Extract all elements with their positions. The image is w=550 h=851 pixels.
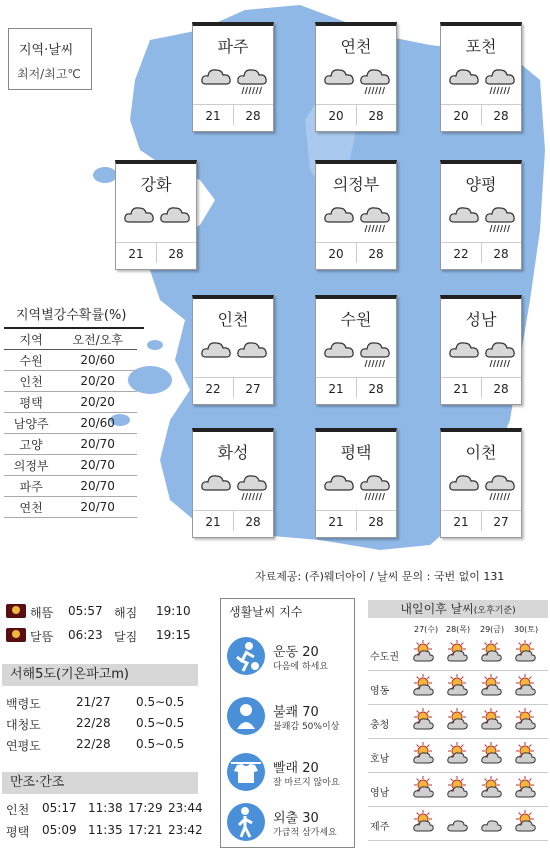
precip-region: 평택	[4, 392, 58, 413]
tide-time: 17:29	[128, 801, 163, 815]
temp-high: 28	[493, 247, 509, 261]
weather-icons	[447, 470, 517, 504]
weather-icons	[322, 64, 392, 98]
temp-low: 20	[328, 109, 344, 123]
weather-icons	[199, 337, 269, 371]
moonrise-time: 06:23	[68, 628, 103, 642]
precip-table	[4, 305, 144, 518]
city-name: 연천	[340, 37, 372, 56]
sun-cloud-icon	[480, 708, 502, 732]
precip-value: 20/70	[58, 455, 137, 476]
city-card	[192, 295, 274, 405]
sun-cloud-icon	[412, 640, 434, 664]
weather-icons	[447, 337, 517, 371]
city-temps	[116, 242, 196, 263]
table-row	[4, 434, 137, 455]
life-item-desc: 불쾌감 50%이상	[273, 722, 340, 732]
sunrise-label: 해뜸	[30, 606, 54, 620]
precip-region: 파주	[4, 476, 58, 497]
sun-cloud-icon	[480, 640, 502, 664]
cloud-icon	[447, 64, 481, 100]
precip-region: 연천	[4, 497, 58, 518]
city-name: 포천	[465, 37, 497, 56]
cloud-icon	[446, 810, 468, 834]
city-card	[440, 295, 522, 405]
sun-cloud-icon	[514, 674, 536, 698]
island-temp: 22/28	[76, 716, 111, 730]
tomorrow-title-text: 내일이후 날씨	[400, 602, 474, 616]
weather-icons	[447, 64, 517, 98]
weather-icons	[122, 202, 192, 236]
sun-cloud-icon	[446, 674, 468, 698]
tide-time: 17:21	[128, 823, 163, 837]
city-temps	[193, 104, 273, 125]
life-index-panel	[220, 598, 355, 848]
sun-cloud-icon	[412, 674, 434, 698]
weather-icons	[322, 337, 392, 371]
precip-value: 20/70	[58, 497, 137, 518]
life-item-label: 빨래 20	[273, 761, 319, 776]
tide-title: 만조·간조	[2, 772, 198, 794]
table-row	[6, 734, 201, 755]
day-label: 29(금)	[480, 625, 505, 634]
sun-cloud-icon	[412, 776, 434, 800]
city-card	[315, 160, 397, 270]
table-row	[4, 455, 137, 476]
table-row	[6, 713, 201, 734]
temp-high: 28	[168, 247, 184, 261]
exercise-icon	[227, 637, 265, 675]
precip-region: 의정부	[4, 455, 58, 476]
temp-low: 21	[453, 382, 469, 396]
rain-cloud-icon	[358, 470, 392, 506]
moonrise-label: 달뜸	[30, 630, 54, 644]
legend-title: 지역·날씨	[19, 43, 74, 58]
city-card	[315, 428, 397, 538]
sunset-time: 19:10	[156, 604, 191, 618]
city-name: 수원	[340, 310, 372, 329]
cloud-icon	[322, 337, 356, 373]
tomorrow-title	[368, 600, 548, 618]
region-name: 수도권	[370, 652, 399, 663]
sunrise-row	[6, 600, 201, 624]
table-row	[6, 798, 206, 820]
city-card	[315, 295, 397, 405]
life-item-label: 불쾌 70	[273, 705, 319, 720]
map-legend	[8, 28, 92, 90]
sun-cloud-icon	[446, 742, 468, 766]
city-name: 인천	[217, 310, 249, 329]
source-credit: 자료제공: (주)웨더아이 / 날씨 문의 : 국번 없이 131	[255, 570, 505, 583]
city-card	[115, 160, 197, 270]
sun-cloud-icon	[514, 640, 536, 664]
city-card	[440, 160, 522, 270]
precip-value: 20/60	[58, 350, 137, 371]
table-row	[4, 392, 137, 413]
cloud-icon	[322, 470, 356, 506]
forecast-row	[368, 636, 548, 671]
sun-cloud-icon	[412, 742, 434, 766]
city-name: 이천	[465, 443, 497, 462]
discomfort-icon	[227, 697, 265, 735]
temp-low: 21	[205, 109, 221, 123]
tomorrow-forecast	[368, 600, 548, 846]
table-row	[6, 692, 201, 713]
rain-cloud-icon	[483, 202, 517, 238]
life-item-desc: 가급적 삼가세요	[273, 828, 337, 838]
region-name: 호남	[370, 754, 390, 765]
city-name: 파주	[217, 37, 249, 56]
forecast-row	[368, 772, 548, 807]
temp-low: 21	[128, 247, 144, 261]
precip-header-value: 오전/오후	[58, 329, 137, 350]
temp-high: 28	[368, 515, 384, 529]
weather-icons	[322, 470, 392, 504]
precip-value: 20/60	[58, 413, 137, 434]
table-row	[4, 413, 137, 434]
sunset-label: 해짐	[114, 606, 138, 620]
temp-low: 20	[328, 247, 344, 261]
cloud-icon	[447, 470, 481, 506]
precip-region: 인천	[4, 371, 58, 392]
city-temps	[316, 104, 396, 125]
temp-high: 28	[493, 109, 509, 123]
moonset-label: 달짐	[114, 630, 138, 644]
weather-icons	[447, 202, 517, 236]
precip-region: 남양주	[4, 413, 58, 434]
city-name: 평택	[340, 443, 372, 462]
weather-icons	[322, 202, 392, 236]
day-label: 30(토)	[514, 625, 539, 634]
day-label: 27(수)	[414, 625, 439, 634]
precip-value: 20/20	[58, 392, 137, 413]
island-name: 대청도	[6, 718, 41, 732]
life-item-laundry	[221, 749, 354, 801]
legend-unit: 최저/최고℃	[17, 67, 81, 81]
city-temps	[193, 510, 273, 531]
weather-icons	[199, 470, 269, 504]
precip-region: 수원	[4, 350, 58, 371]
sun-cloud-icon	[514, 776, 536, 800]
temp-high: 27	[493, 515, 509, 529]
island-temp: 21/27	[76, 695, 111, 709]
rain-cloud-icon	[235, 470, 269, 506]
temp-low: 21	[453, 515, 469, 529]
cloud-icon	[122, 202, 156, 238]
day-label: 28(목)	[446, 625, 471, 634]
tide-time: 23:42	[168, 823, 203, 837]
tide-location: 인천	[6, 803, 30, 817]
temp-low: 20	[453, 109, 469, 123]
sun-cloud-icon	[412, 810, 434, 834]
rain-cloud-icon	[483, 470, 517, 506]
temp-low: 22	[453, 247, 469, 261]
city-name: 양평	[465, 175, 497, 194]
moon-icon	[6, 628, 26, 642]
island-name: 백령도	[6, 697, 41, 711]
cloud-icon	[158, 202, 192, 238]
region-name: 영남	[370, 788, 390, 799]
precip-value: 20/20	[58, 371, 137, 392]
city-card	[315, 22, 397, 132]
sun-cloud-icon	[480, 776, 502, 800]
weather-icons	[199, 64, 269, 98]
city-name: 성남	[465, 310, 497, 329]
precip-value: 20/70	[58, 434, 137, 455]
tide-time: 11:38	[88, 801, 123, 815]
temp-high: 28	[368, 109, 384, 123]
tide-time: 05:17	[42, 801, 77, 815]
table-row	[6, 820, 206, 842]
wave-title: 서해5도(기온파고m)	[2, 664, 198, 686]
rain-cloud-icon	[483, 64, 517, 100]
rain-cloud-icon	[358, 64, 392, 100]
region-name: 제주	[370, 822, 390, 833]
island-temp: 22/28	[76, 737, 111, 751]
life-item-outing	[221, 799, 354, 851]
forecast-row	[368, 806, 548, 841]
sun-cloud-icon	[514, 708, 536, 732]
cloud-icon	[447, 202, 481, 238]
sun-cloud-icon	[446, 776, 468, 800]
sun-cloud-icon	[412, 708, 434, 732]
city-temps	[441, 377, 521, 398]
island-name: 연평도	[6, 739, 41, 753]
sun-cloud-icon	[446, 708, 468, 732]
cloud-icon	[447, 337, 481, 373]
sunrise-time: 05:57	[68, 604, 103, 618]
cloud-icon	[235, 337, 269, 373]
cloud-icon	[199, 470, 233, 506]
city-card	[440, 428, 522, 538]
city-temps	[316, 242, 396, 263]
life-item-exercise	[221, 633, 354, 685]
cloud-icon	[199, 64, 233, 100]
tide-table	[6, 798, 206, 842]
wave-table	[6, 692, 201, 755]
life-item-desc: 다음에 하세요	[273, 662, 329, 672]
temp-low: 21	[328, 515, 344, 529]
temp-low: 22	[205, 382, 221, 396]
temp-low: 21	[205, 515, 221, 529]
city-card	[440, 22, 522, 132]
life-item-label: 외출 30	[273, 811, 319, 826]
life-item-desc: 잘 마르지 않아요	[273, 778, 340, 788]
cloud-icon	[480, 810, 502, 834]
region-name: 충청	[370, 720, 390, 731]
wave-height: 0.5∼0.5	[136, 737, 185, 751]
city-temps	[316, 377, 396, 398]
city-name: 강화	[140, 175, 172, 194]
life-index-title: 생활날씨 지수	[229, 605, 303, 619]
temp-high: 28	[245, 109, 261, 123]
rain-cloud-icon	[358, 202, 392, 238]
forecast-row	[368, 738, 548, 773]
city-card	[192, 428, 274, 538]
forecast-row	[368, 670, 548, 705]
tide-time: 11:35	[88, 823, 123, 837]
forecast-row	[368, 704, 548, 739]
moonrise-row	[6, 624, 201, 648]
moonset-time: 19:15	[156, 628, 191, 642]
table-row	[4, 476, 137, 497]
wave-height: 0.5∼0.5	[136, 695, 185, 709]
rain-cloud-icon	[358, 337, 392, 373]
tomorrow-title-note: (오후기준)	[473, 606, 516, 616]
temp-high: 27	[245, 382, 261, 396]
life-item-label: 운동 20	[273, 645, 319, 660]
sun-cloud-icon	[514, 810, 536, 834]
tide-location: 평택	[6, 825, 30, 839]
precip-header-region: 지역	[4, 329, 58, 350]
city-card	[192, 22, 274, 132]
city-temps	[193, 377, 273, 398]
city-name: 화성	[217, 443, 249, 462]
sun-cloud-icon	[446, 640, 468, 664]
table-row	[4, 497, 137, 518]
city-temps	[441, 510, 521, 531]
life-item-discomfort	[221, 693, 354, 745]
tide-time: 23:44	[168, 801, 203, 815]
table-row	[4, 371, 137, 392]
city-temps	[441, 104, 521, 125]
city-temps	[316, 510, 396, 531]
precip-title: 지역별강수확률(%)	[4, 305, 144, 329]
temp-high: 28	[368, 382, 384, 396]
outing-icon	[227, 803, 265, 841]
cloud-icon	[322, 202, 356, 238]
city-name: 의정부	[332, 175, 380, 194]
temp-low: 21	[328, 382, 344, 396]
temp-high: 28	[493, 382, 509, 396]
precip-region: 고양	[4, 434, 58, 455]
sun-moon-times	[6, 600, 201, 648]
precip-value: 20/70	[58, 476, 137, 497]
sun-cloud-icon	[480, 674, 502, 698]
sun-cloud-icon	[480, 742, 502, 766]
rain-cloud-icon	[483, 337, 517, 373]
table-row	[4, 350, 137, 371]
tide-time: 05:09	[42, 823, 77, 837]
temp-high: 28	[368, 247, 384, 261]
temp-high: 28	[245, 515, 261, 529]
cloud-icon	[322, 64, 356, 100]
wave-height: 0.5∼0.5	[136, 716, 185, 730]
city-temps	[441, 242, 521, 263]
region-name: 영동	[370, 686, 390, 697]
sun-icon	[6, 604, 26, 618]
laundry-icon	[227, 753, 265, 791]
sun-cloud-icon	[514, 742, 536, 766]
cloud-icon	[199, 337, 233, 373]
rain-cloud-icon	[235, 64, 269, 100]
